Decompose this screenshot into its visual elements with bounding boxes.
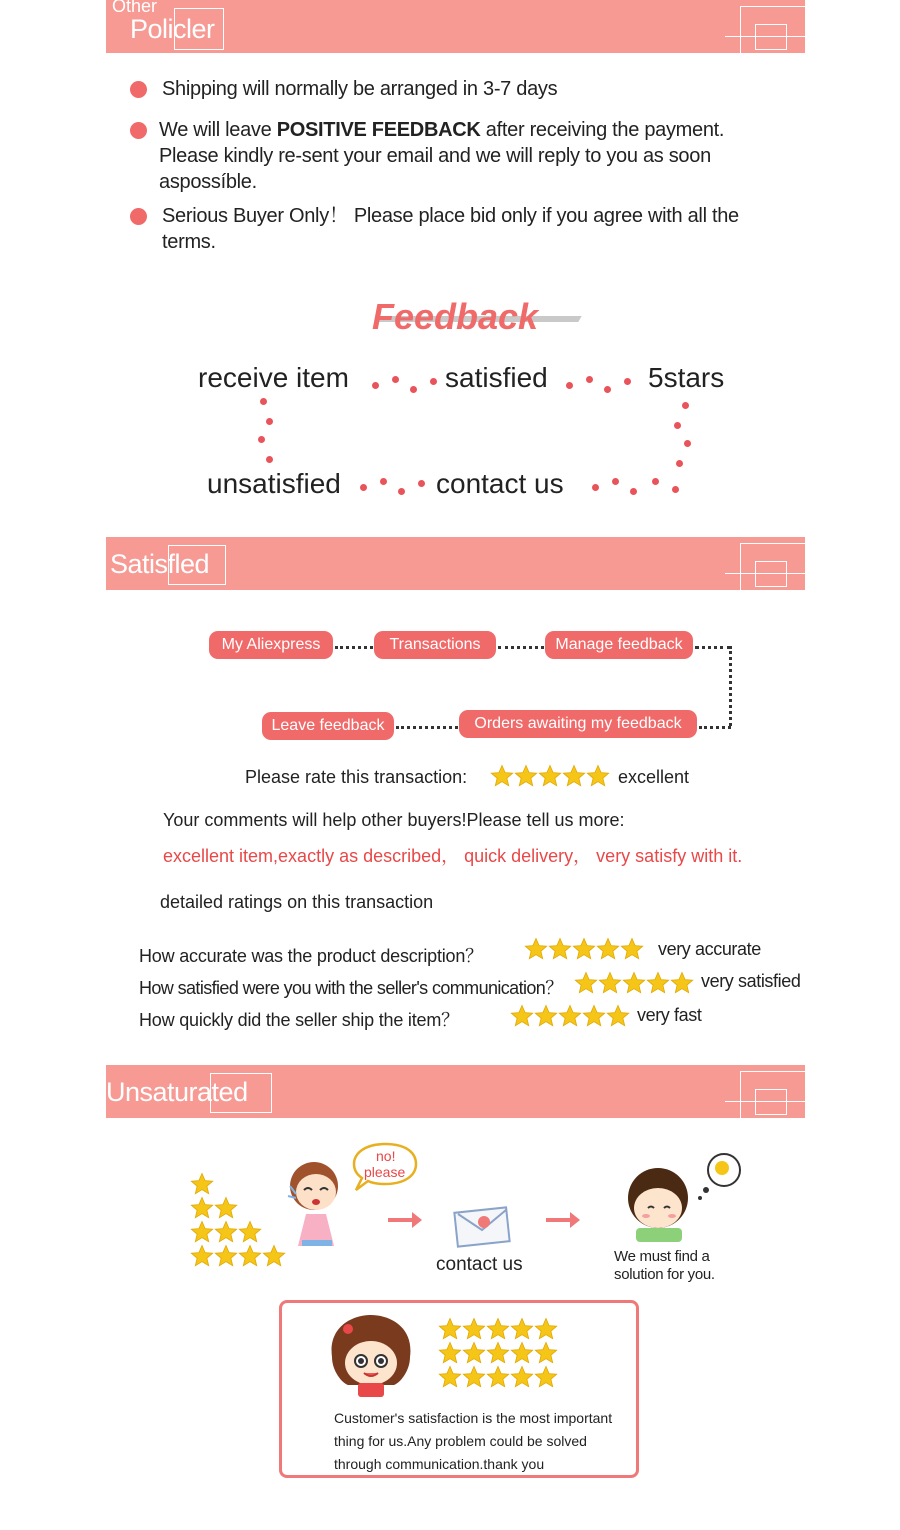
- star-icon: [574, 971, 598, 995]
- star-icon: [190, 1172, 214, 1196]
- answer-communication: very satisfied: [701, 971, 801, 991]
- happy-girl-illustration: [324, 1311, 418, 1399]
- star-icon: [524, 937, 548, 961]
- banner-title-frame: [174, 8, 224, 50]
- pill-orders-awaiting: Orders awaiting my feedback: [459, 710, 697, 738]
- star-icon: [534, 1341, 558, 1365]
- step-satisfied: satisfied: [445, 362, 548, 393]
- star-icon: [190, 1196, 214, 1220]
- star-icon: [548, 937, 572, 961]
- banner-deco: [755, 24, 787, 50]
- banner-title-frame: [210, 1073, 272, 1113]
- comments-example: excellent item,exactly as described， quick delivery， very satisfy with it.: [163, 846, 743, 866]
- banner-title: Satisfled: [110, 549, 210, 579]
- answer-shipping: very fast: [637, 1005, 702, 1025]
- step-receive-item: receive item: [198, 362, 349, 393]
- satisfaction-message: Customer's satisfaction is the most important thing for us.Any problem could be solved through communication.thank you: [334, 1410, 613, 1472]
- star-icon: [596, 937, 620, 961]
- star-icon: [514, 764, 538, 788]
- shipping-stars: [510, 1004, 630, 1028]
- solution-text: [614, 1248, 715, 1284]
- banner-deco: [725, 1101, 805, 1102]
- star-icon: [534, 1004, 558, 1028]
- unsatisfied-banner: [106, 1065, 805, 1118]
- banner-title: Policler: [130, 14, 215, 44]
- comments-label: Your comments will help other buyers!Please tell us more:: [163, 810, 625, 830]
- star-icon: [646, 971, 670, 995]
- flow-connector: [695, 646, 731, 649]
- policies-banner: [106, 0, 805, 53]
- star-icon: [190, 1244, 214, 1268]
- thinking-boy-illustration: [626, 1150, 746, 1246]
- star-icon: [214, 1196, 238, 1220]
- bubble-text-no: no!: [376, 1148, 396, 1164]
- star-icon: [214, 1244, 238, 1268]
- banner-title-frame: [168, 545, 226, 585]
- star-icon: [510, 1317, 534, 1341]
- star-icon: [238, 1220, 262, 1244]
- star-icon: [462, 1317, 486, 1341]
- star-icon: [238, 1244, 262, 1268]
- positive-feedback-text: POSITIVE FEEDBACK: [276, 119, 481, 141]
- step-5stars: 5stars: [648, 362, 725, 393]
- pill-my-aliexpress: My Aliexpress: [209, 631, 333, 659]
- star-icon: [438, 1341, 462, 1365]
- flow-connector: [729, 646, 732, 726]
- satisfaction-box: [279, 1300, 639, 1478]
- policy-serious-buyer: [162, 203, 822, 255]
- detailed-label: detailed ratings on this transaction: [160, 892, 434, 912]
- crying-girl-illustration: [284, 1156, 358, 1256]
- flow-connector: [498, 646, 544, 649]
- star-icon: [190, 1220, 214, 1244]
- star-icon: [438, 1317, 462, 1341]
- accuracy-stars: [524, 937, 644, 961]
- star-icon: [438, 1365, 462, 1389]
- star-icon: [510, 1004, 534, 1028]
- bullet-dot: [130, 122, 147, 139]
- flow-connector: [335, 646, 373, 649]
- policy-feedback-pre: We will leave: [159, 119, 277, 141]
- star-icon: [582, 1004, 606, 1028]
- rate-value: excellent: [618, 767, 690, 787]
- solution-line2: solution for you.: [614, 1266, 715, 1283]
- policy-feedback-line3: aspossíble.: [159, 171, 257, 193]
- star-icon: [510, 1341, 534, 1365]
- flow-connector: [396, 726, 458, 729]
- arrow-right-icon: [388, 1218, 414, 1222]
- satisfied-banner: [106, 537, 805, 590]
- bullet-dot: [130, 208, 147, 225]
- policy-feedback-line2: Please kindly re-sent your email and we will reply to you as soon: [159, 145, 711, 167]
- answer-accuracy: very accurate: [658, 939, 761, 959]
- star-icon: [562, 764, 586, 788]
- star-icon: [534, 1365, 558, 1389]
- banner-small-title: Other: [112, 0, 158, 16]
- banner-title: Unsaturated: [106, 1077, 248, 1107]
- star-icon: [534, 1317, 558, 1341]
- policy-feedback-post: after receiving the payment.: [480, 119, 725, 141]
- star-icon: [510, 1365, 534, 1389]
- step-unsatisfied: unsatisfied: [207, 468, 341, 499]
- flow-connector: [699, 726, 731, 729]
- arrow-right-icon: [546, 1218, 572, 1222]
- star-icon: [490, 764, 514, 788]
- communication-stars: [574, 971, 694, 995]
- star-icon: [486, 1365, 510, 1389]
- star-icon: [670, 971, 694, 995]
- step-contact-us: contact us: [436, 468, 564, 499]
- pill-manage-feedback: Manage feedback: [545, 631, 693, 659]
- contact-us-label: contact us: [436, 1254, 523, 1275]
- star-icon: [558, 1004, 582, 1028]
- rate-prompt: Please rate this transaction:: [245, 767, 468, 787]
- pill-leave-feedback: Leave feedback: [262, 712, 394, 740]
- star-icon: [622, 971, 646, 995]
- star-icon: [598, 971, 622, 995]
- pill-transactions: Transactions: [374, 631, 496, 659]
- star-icon: [214, 1220, 238, 1244]
- rate-stars: [490, 764, 610, 788]
- feedback-title: Feedback: [372, 296, 539, 337]
- policy-serious-line2: terms.: [162, 231, 216, 253]
- policy-serious-line1: Serious Buyer Only！ Please place bid only if you agree with all the: [162, 205, 739, 227]
- banner-deco: [755, 1089, 787, 1115]
- banner-deco: [725, 573, 805, 574]
- star-icon: [538, 764, 562, 788]
- envelope-icon: [452, 1200, 514, 1248]
- bubble-text-please: please: [364, 1164, 406, 1180]
- solution-line1: We must find a: [614, 1248, 710, 1265]
- question-accuracy: How accurate was the product description？: [139, 946, 483, 966]
- star-icon: [462, 1365, 486, 1389]
- banner-deco: [755, 561, 787, 587]
- policy-feedback: [159, 117, 799, 195]
- banner-deco: [725, 36, 805, 37]
- star-icon: [586, 764, 610, 788]
- star-icon: [486, 1341, 510, 1365]
- question-shipping: How quickly did the seller ship the item？: [139, 1010, 459, 1030]
- star-icon: [262, 1244, 286, 1268]
- star-icon: [572, 937, 596, 961]
- star-icon: [462, 1341, 486, 1365]
- star-icon: [486, 1317, 510, 1341]
- policy-shipping: Shipping will normally be arranged in 3-7 days: [162, 78, 558, 100]
- question-communication: How satisfied were you with the seller's communication？: [139, 978, 563, 998]
- bullet-dot: [130, 81, 147, 98]
- star-icon: [620, 937, 644, 961]
- star-icon: [606, 1004, 630, 1028]
